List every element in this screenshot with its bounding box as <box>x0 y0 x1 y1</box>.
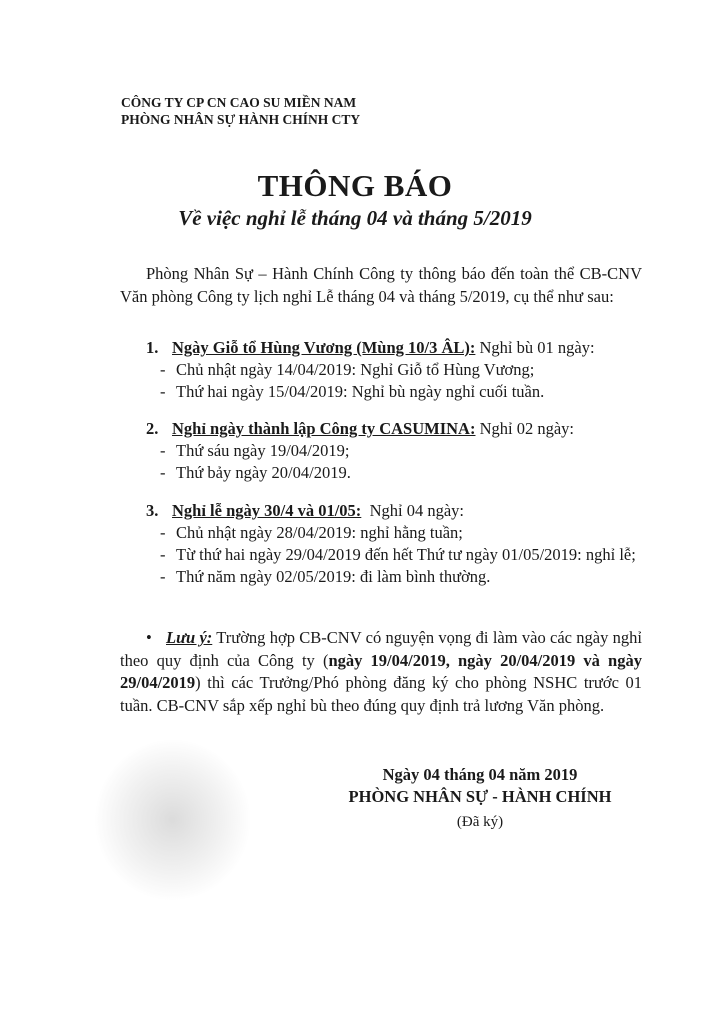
section-number: 3. <box>146 501 159 520</box>
blurred-stamp <box>95 740 250 900</box>
note-paragraph <box>120 627 642 717</box>
list-item: - Thứ sáu ngày 19/04/2019; <box>160 441 350 460</box>
section-title: Nghỉ lễ ngày 30/4 và 01/05: <box>172 501 362 520</box>
intro-text: Phòng Nhân Sự – Hành Chính Công ty thông báo đến toàn thể CB-CNV Văn phòng Công ty lịch nghỉ Lễ tháng 04 và tháng 5/2019, cụ thể như sau: <box>120 264 642 306</box>
list-item: - Chủ nhật ngày 28/04/2019: nghỉ hằng tuần; <box>160 523 463 542</box>
list-item-text: Từ thứ hai ngày 29/04/2019 đến hết Thứ tư ngày 01/05/2019: nghỉ lễ; <box>176 545 636 564</box>
bullet-icon: • <box>146 628 152 647</box>
list-item-text: Thứ bảy ngày 20/04/2019. <box>176 463 351 482</box>
section-summary: Nghỉ bù 01 ngày: <box>475 338 595 357</box>
list-item-text: Thứ năm ngày 02/05/2019: đi làm bình thường. <box>176 567 491 586</box>
note-text-continued: ) thì các Trưởng/Phó phòng đăng ký cho phòng NSHC trước 01 tuần. CB-CNV sắp xếp nghỉ bù theo đúng quy định trả lương Văn phòng. <box>120 673 642 715</box>
note-text: Trường hợp CB-CNV có nguyện vọng đi làm vào các ngày nghỉ theo quy định của Công ty ( <box>120 628 642 670</box>
list-item: - Thứ năm ngày 02/05/2019: đi làm bình thường. <box>160 567 491 586</box>
signed-note: (Đã ký) <box>456 814 504 830</box>
list-item: - Từ thứ hai ngày 29/04/2019 đến hết Thứ tư ngày 01/05/2019: nghỉ lễ; <box>160 545 636 564</box>
note-dates: ngày 19/04/2019, ngày 20/04/2019 và ngày 29/04/2019 <box>120 650 642 692</box>
section-summary: Nghỉ 02 ngày: <box>475 419 575 438</box>
section-summary: Nghỉ 04 ngày: <box>361 501 464 520</box>
list-item-text: Chủ nhật ngày 28/04/2019: nghỉ hằng tuần; <box>176 523 463 542</box>
section-3 <box>146 500 646 588</box>
signature-department: PHÒNG NHÂN SỰ - HÀNH CHÍNH <box>348 787 612 806</box>
section-title: Ngày Giỗ tổ Hùng Vương (Mùng 10/3 ÂL): <box>172 338 476 357</box>
department-name: PHÒNG NHÂN SỰ HÀNH CHÍNH CTY <box>121 112 361 127</box>
section-number: 1. <box>146 338 159 357</box>
section-number: 2. <box>146 419 159 438</box>
list-item-text: Thứ hai ngày 15/04/2019: Nghỉ bù ngày nghỉ cuối tuần. <box>176 382 545 401</box>
company-header <box>121 94 360 128</box>
section-items <box>146 440 646 484</box>
list-item: - Chủ nhật ngày 14/04/2019: Nghỉ Giỗ tổ Hùng Vương; <box>160 360 535 379</box>
section-items <box>146 359 646 403</box>
section-1 <box>146 337 646 403</box>
section-items <box>146 522 646 588</box>
company-name: CÔNG TY CP CN CAO SU MIỀN NAM <box>121 95 357 110</box>
note-label: Lưu ý: <box>166 628 213 647</box>
list-item-text: Thứ sáu ngày 19/04/2019; <box>176 441 350 460</box>
document-title: THÔNG BÁO <box>257 168 453 203</box>
section-title: Nghỉ ngày thành lập Công ty CASUMINA: <box>172 419 476 438</box>
intro-paragraph <box>120 263 642 308</box>
section-heading <box>146 418 646 440</box>
list-item: - Thứ hai ngày 15/04/2019: Nghỉ bù ngày nghỉ cuối tuần. <box>160 382 545 401</box>
section-2 <box>146 418 646 484</box>
section-heading <box>146 500 646 522</box>
list-item-text: Chủ nhật ngày 14/04/2019: Nghỉ Giỗ tổ Hùng Vương; <box>176 360 535 379</box>
section-heading <box>146 337 646 359</box>
document-subtitle: Về việc nghỉ lễ tháng 04 và tháng 5/2019 <box>178 206 532 230</box>
list-item: - Thứ bảy ngày 20/04/2019. <box>160 463 351 482</box>
signature-date: Ngày 04 tháng 04 năm 2019 <box>382 765 578 784</box>
